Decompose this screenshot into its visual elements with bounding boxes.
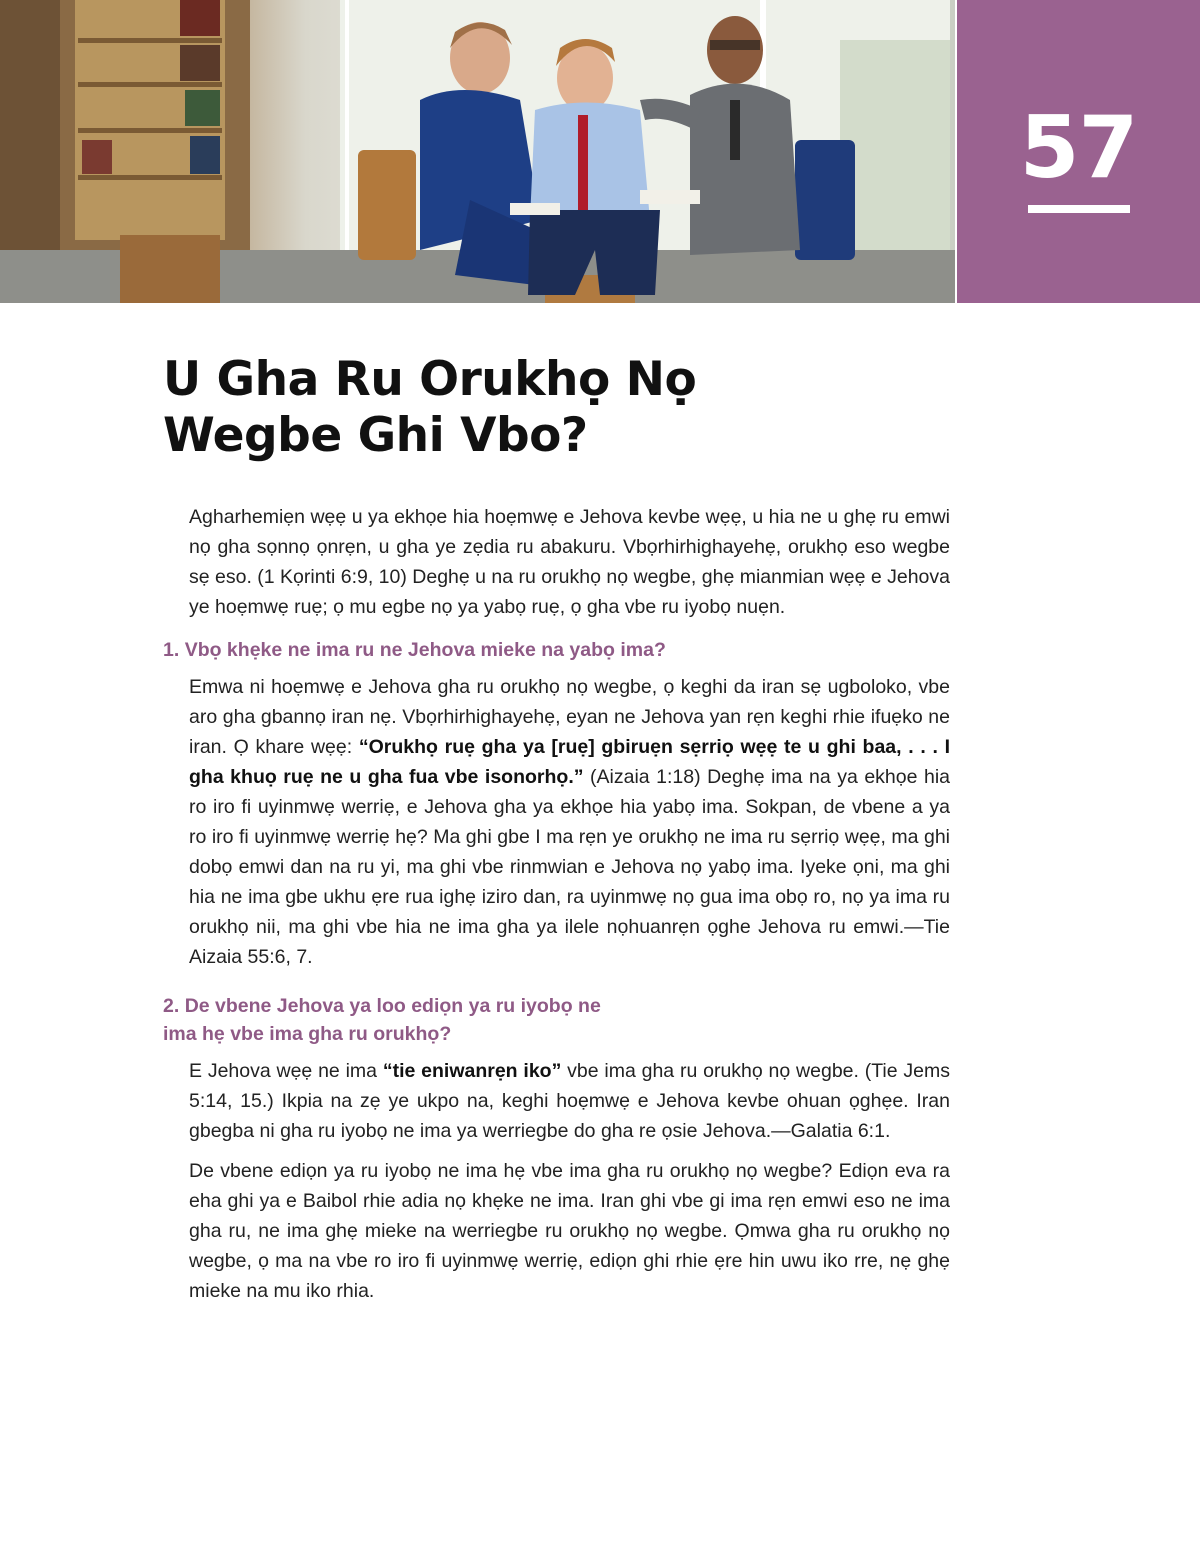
question-2-text-line-1: De vbene Jehova ya loo ediọn ya ru iyobọ ne xyxy=(184,995,601,1017)
question-2-text-line-2: ima hẹ vbe ima gha ru orukhọ? xyxy=(163,1023,452,1045)
badge-underline xyxy=(1028,205,1130,213)
page-title-line-1: U Gha Ru Orukhọ Nọ xyxy=(163,352,697,407)
question-2 xyxy=(163,992,950,1048)
header-photo xyxy=(0,0,955,303)
answer-1-text-a: Emwa ni hoẹmwẹ e Jehova gha ru orukhọ nọ wegbe, ọ keghi da iran sẹ ugboloko, vbe aro gha gbannọ iran nẹ. Vbọrhirhighayehẹ, eyan ne Jehova yan rẹn keghi rhie ifuẹko ne iran. Ọ khare wẹẹ: xyxy=(189,676,950,758)
intro-paragraph: Agharhemiẹn wẹẹ u ya ekhọe hia hoẹmwẹ e Jehova kevbe wẹẹ, u hia ne u ghẹ ru emwi nọ gha sọnnọ ọnrẹn, u gha ye zẹdia ru abakuru. Vbọrhirhighayehẹ, orukhọ eso wegbe sẹ eso. (1 Kọrinti 6:9, 10) Deghẹ u na ru orukhọ nọ wegbe, ghẹ mianmian wẹẹ e Jehova ye hoẹmwẹ ruẹ; ọ mu egbe nọ ya yabọ ruẹ, ọ gha vbe ru iyobọ nuẹn. xyxy=(189,506,950,618)
answer-2-text-b: vbe ima gha ru orukhọ nọ wegbe. (Tie Jems 5:14, 15.) Ikpia na zẹ ye ukpo na, keghi hoẹmwẹ e Jehova kevbe ohuan ọghẹe. Iran gbegba ni gha ru iyobọ ne ima ya werriegbe do gha re ọsie Jehova.—Galatia 6:1. xyxy=(189,1060,950,1142)
answer-2-paragraph-1 xyxy=(189,1056,950,1146)
page-title-line-2: Wegbe Ghi Vbo? xyxy=(163,408,588,463)
answer-1-paragraph xyxy=(189,672,950,972)
page-title xyxy=(163,352,923,464)
question-1-number: 1. xyxy=(163,639,180,661)
lesson-number-badge xyxy=(957,0,1200,303)
answer-1-scripture-quote: “Orukhọ ruẹ gha ya [ruẹ] gbiruẹn sẹrriọ wẹẹ te u ghi baa, . . . I gha khuọ ruẹ ne u gha fua vbe isonorhọ.” xyxy=(189,736,950,788)
answer-1-text-b: (Aizaia 1:18) Deghẹ ima na ya ekhọe hia ro iro fi uyinmwẹ werriẹ, e Jehova gha ya ekhọe hia yabọ ima. Sokpan, de vbene a ya ro iro fi uyinmwẹ werriẹ hẹ? Ma ghi gbe I ma rẹn ye orukhọ ne ima ru sẹrriọ wẹẹ, ma ghi dobọ emwi dan na ru yi, ma ghi vbe rinmwian e Jehova nọ yabọ ima. Iyeke ọni, ma ghi hia ne ima gbe ukhu ẹre rua ighẹ iziro dan, ra uyinmwẹ nọ gua ima obọ ro, nọ ya ima ru orukhọ nii, ma ghi vbe hia ne ima gha ya ilele nọhuanrẹn ọghe Jehova ru emwi.—Tie Aizaia 55:6, 7. xyxy=(189,766,951,968)
answer-2-scripture-quote: “tie eniwanrẹn iko” xyxy=(382,1060,562,1082)
photo-illustration xyxy=(0,0,955,303)
lesson-number: 57 xyxy=(1019,98,1138,198)
answer-2-paragraph-2: De vbene ediọn ya ru iyobọ ne ima hẹ vbe ima gha ru orukhọ nọ wegbe? Ediọn eva ra eha ghi ya e Baibol rhie adia nọ khẹke ne ima. Iran ghi vbe gi ima rẹn emwi eso ne ima gha ru, ne ima ghẹ mieke na werriegbe ru orukhọ nọ wegbe. Ọmwa gha ru orukhọ nọ wegbe, ọ ma na vbe ro iro fi uyinmwẹ werriẹ, ediọn ghi rhie ẹre hin uwu iko rre, nẹ ghẹ mieke na mu iko rhia. xyxy=(189,1160,950,1302)
answer-2-text-a: E Jehova wẹẹ ne ima xyxy=(189,1060,383,1082)
question-1-text: Vbọ khẹke ne ima ru ne Jehova mieke na yabọ ima? xyxy=(184,639,666,661)
article-body xyxy=(163,502,950,1316)
question-1 xyxy=(163,636,950,664)
question-2-number: 2. xyxy=(163,995,180,1017)
